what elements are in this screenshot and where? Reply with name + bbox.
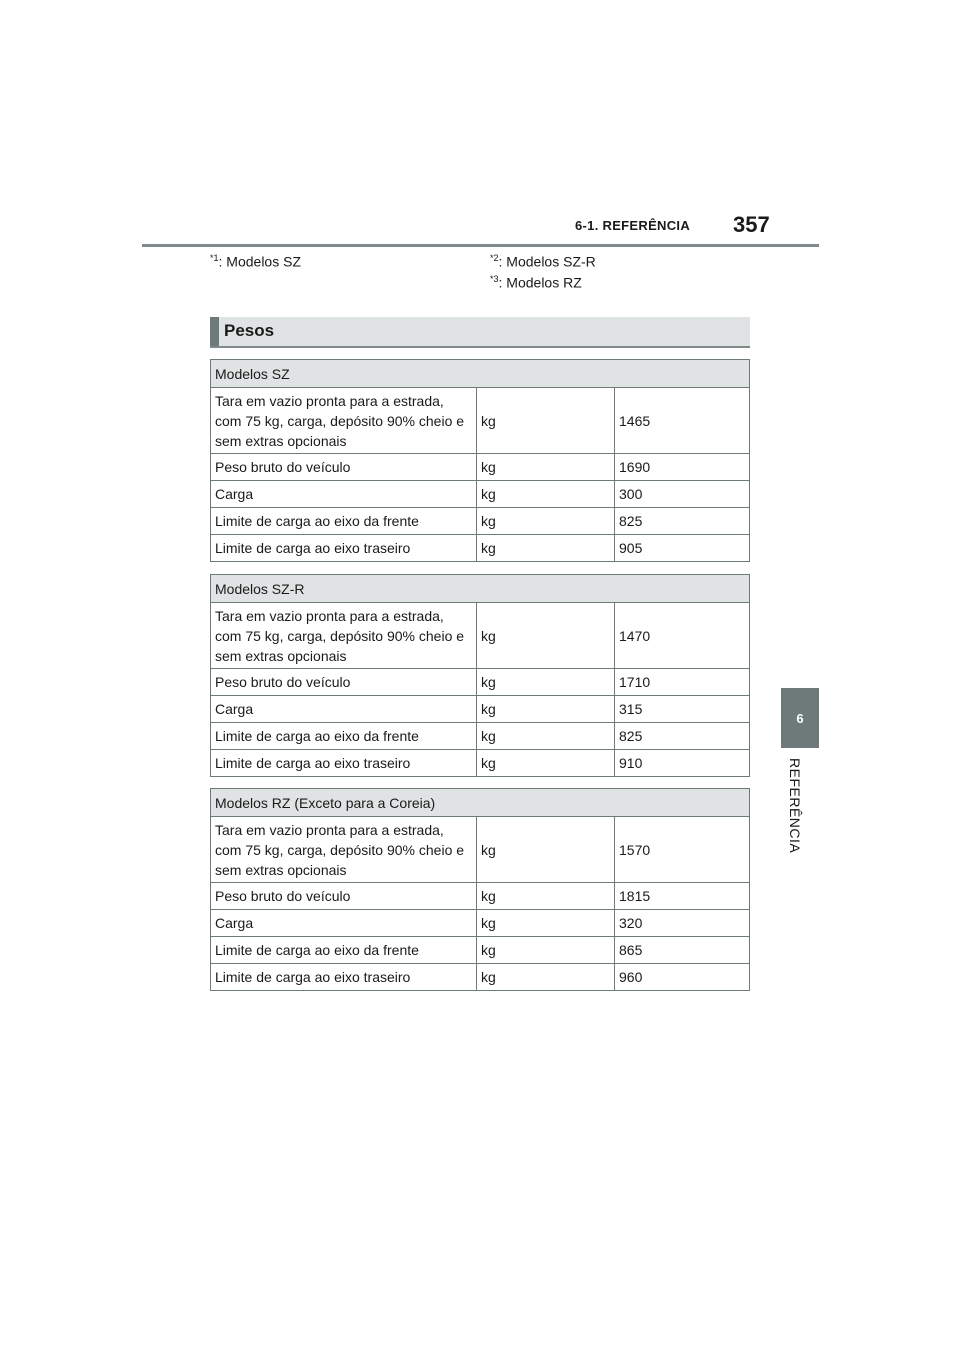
row-label: Limite de carga ao eixo da frente [211, 937, 477, 964]
row-unit: kg [477, 883, 615, 910]
footnote-mark: *3 [490, 274, 499, 284]
row-value: 320 [615, 910, 750, 937]
table-row [211, 883, 750, 910]
footnote-text: : Modelos SZ-R [498, 253, 596, 270]
row-unit: kg [477, 669, 615, 696]
table-row [211, 508, 750, 535]
footnote-2 [490, 253, 596, 270]
row-unit: kg [477, 696, 615, 723]
row-value: 300 [615, 481, 750, 508]
row-unit: kg [477, 535, 615, 562]
row-label: Carga [211, 481, 477, 508]
table-row [211, 937, 750, 964]
row-value: 865 [615, 937, 750, 964]
row-unit: kg [477, 750, 615, 777]
row-value: 910 [615, 750, 750, 777]
footnote-mark: *2 [490, 253, 499, 263]
row-value: 315 [615, 696, 750, 723]
section-title: Pesos [224, 321, 275, 340]
chapter-label: REFERÊNCIA [787, 758, 803, 854]
row-unit: kg [477, 454, 615, 481]
footnote-text: : Modelos SZ [218, 253, 301, 270]
table-row [211, 388, 750, 454]
row-value: 1710 [615, 669, 750, 696]
weights-table-sz-r [210, 574, 750, 777]
table-heading: Modelos RZ (Exceto para a Coreia) [211, 789, 750, 817]
section-accent [210, 317, 219, 346]
row-value: 825 [615, 508, 750, 535]
row-label: Tara em vazio pronta para a estrada, com 75 kg, carga, depósito 90% cheio e sem extras opcionais [211, 603, 477, 669]
table-heading: Modelos SZ [211, 360, 750, 388]
table-row [211, 723, 750, 750]
footnote-1 [210, 253, 301, 270]
row-unit: kg [477, 388, 615, 454]
row-label: Peso bruto do veículo [211, 454, 477, 481]
footnote-3 [490, 274, 582, 291]
row-label: Tara em vazio pronta para a estrada, com 75 kg, carga, depósito 90% cheio e sem extras opcionais [211, 817, 477, 883]
table-row [211, 669, 750, 696]
row-unit: kg [477, 910, 615, 937]
row-unit: kg [477, 603, 615, 669]
table-row [211, 454, 750, 481]
header-divider [142, 244, 819, 247]
row-label: Peso bruto do veículo [211, 883, 477, 910]
row-label: Carga [211, 696, 477, 723]
row-label: Tara em vazio pronta para a estrada, com 75 kg, carga, depósito 90% cheio e sem extras opcionais [211, 388, 477, 454]
table-row [211, 696, 750, 723]
footnote-mark: *1 [210, 253, 219, 263]
row-value: 905 [615, 535, 750, 562]
page-number: 357 [733, 212, 770, 237]
weights-table-rz [210, 788, 750, 991]
row-unit: kg [477, 817, 615, 883]
table-row [211, 817, 750, 883]
row-label: Carga [211, 910, 477, 937]
table-row [211, 750, 750, 777]
row-label: Limite de carga ao eixo traseiro [211, 750, 477, 777]
footnote-text: : Modelos RZ [498, 274, 582, 291]
section-title-bar [210, 317, 750, 348]
table-row [211, 964, 750, 991]
table-row [211, 910, 750, 937]
row-value: 825 [615, 723, 750, 750]
row-label: Limite de carga ao eixo traseiro [211, 964, 477, 991]
table-row [211, 481, 750, 508]
row-label: Peso bruto do veículo [211, 669, 477, 696]
row-label: Limite de carga ao eixo da frente [211, 723, 477, 750]
row-label: Limite de carga ao eixo da frente [211, 508, 477, 535]
row-value: 1815 [615, 883, 750, 910]
row-unit: kg [477, 937, 615, 964]
section-header: 6-1. REFERÊNCIA [575, 218, 691, 233]
row-label: Limite de carga ao eixo traseiro [211, 535, 477, 562]
table-row [211, 535, 750, 562]
row-value: 960 [615, 964, 750, 991]
row-value: 1470 [615, 603, 750, 669]
row-value: 1690 [615, 454, 750, 481]
row-unit: kg [477, 508, 615, 535]
row-unit: kg [477, 481, 615, 508]
weights-table-sz [210, 359, 750, 562]
row-value: 1465 [615, 388, 750, 454]
chapter-tab: 6 [781, 688, 819, 748]
row-unit: kg [477, 964, 615, 991]
table-row [211, 603, 750, 669]
table-heading: Modelos SZ-R [211, 575, 750, 603]
row-value: 1570 [615, 817, 750, 883]
row-unit: kg [477, 723, 615, 750]
